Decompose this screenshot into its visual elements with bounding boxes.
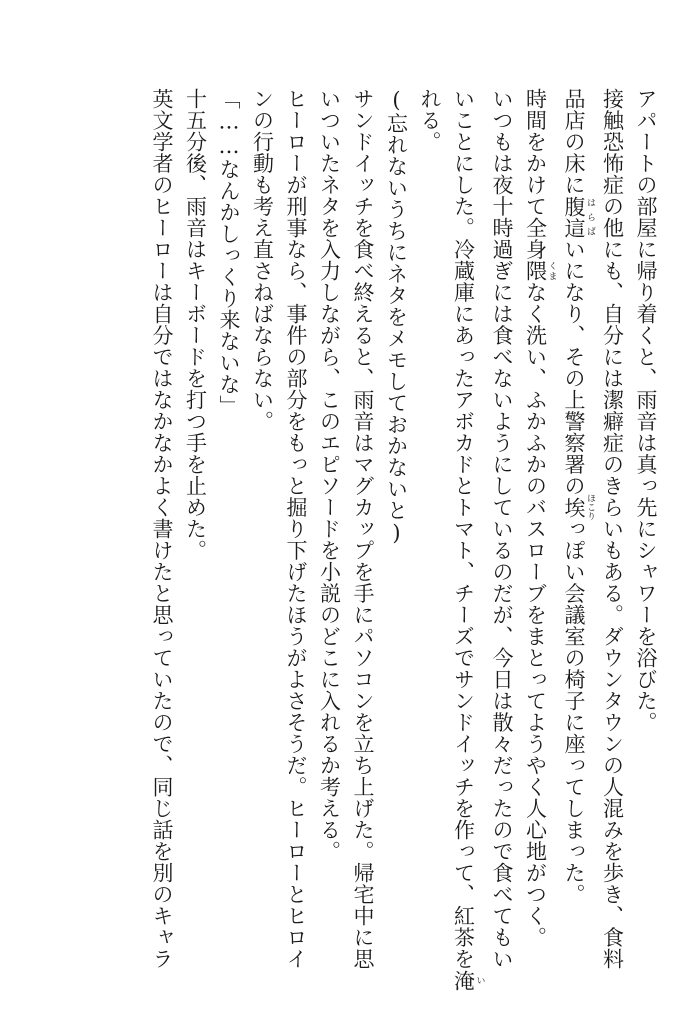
text-line-6: いことにした。冷蔵庫にあったアボカドとトマト、チーズでサンドイッチを作って、紅茶を淹 い bbox=[451, 88, 485, 991]
text-line-12: ンの行動も考え直さねばならない。 bbox=[250, 88, 275, 432]
text-line-9: サンドイッチを食べ終えると、雨音はマグカップを手にパソコンを立ち上げた。帰宅中に思 bbox=[351, 88, 375, 970]
text-line-10: いついたネタを入力しながら、このエピソードを小説のどこに入れるか考える。 bbox=[317, 88, 342, 862]
vertical-text-body bbox=[145, 88, 663, 991]
ruby-hokori: 埃 ほこり bbox=[562, 493, 595, 521]
text-line-14: 十五分後、雨音はキーボードを打つ手を止めた。 bbox=[183, 88, 208, 561]
ruby-ire: 淹 い bbox=[451, 969, 485, 991]
text-line-8: (忘れないうちにネタをメモしておかないと) bbox=[384, 88, 409, 546]
text-line-4: 時間をかけて全身隈 くまなく洗い、ふかふかのバスローブをまとってようやく人心地がつく。 bbox=[523, 88, 557, 948]
ruby-kuma: 隈 くま bbox=[523, 260, 557, 282]
text-line-1: アパートの部屋に帰り着くと、雨音は真っ先にシャワーを浴びた。 bbox=[634, 88, 658, 733]
text-line-3: 品店の床に腹這 はらばいになり、その上警察署の埃 ほこりっぽい会議室の椅子に座ってしまった。 bbox=[562, 88, 595, 905]
ruby-harabai: 腹這 はらば bbox=[562, 195, 595, 239]
text-line-13: 「……なんかしっくり来ないな」 bbox=[217, 88, 241, 417]
text-line-15: 英文学者のヒーローは自分ではなかなかよく書けたと思っていたので、同じ話を別のキャラ bbox=[150, 88, 174, 970]
text-line-2: 接触恐怖症の他にも、自分には潔癖症のきらいもある。ダウンタウンの人混みを歩き、食料 bbox=[600, 88, 625, 970]
text-line-11: ヒーローが刑事なら、事件の部分をもっと掘り下げたほうがよさそうだ。ヒーローとヒロイ bbox=[284, 88, 308, 970]
text-line-5: いつもは夜十時過ぎには食べないようにしているのだが、今日は散々だったので食べてもい bbox=[490, 88, 514, 970]
text-line-7: れる。 bbox=[418, 88, 442, 153]
